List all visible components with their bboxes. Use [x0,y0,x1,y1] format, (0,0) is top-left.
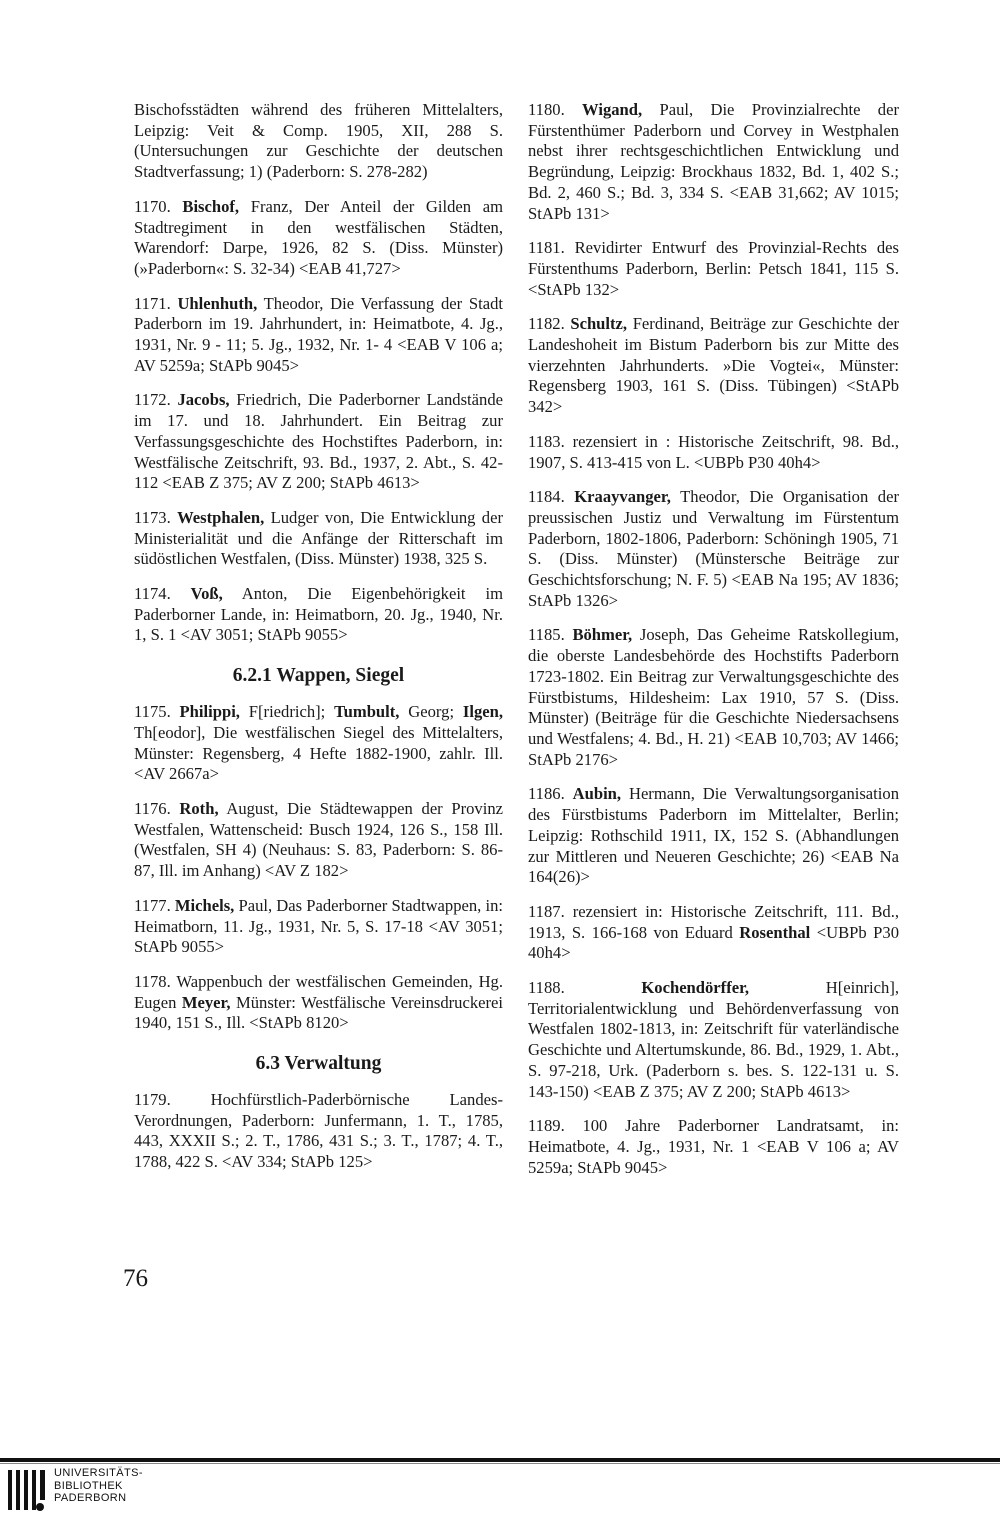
left-column [134,100,503,1187]
page-number: 76 [123,1265,148,1292]
bibliography-entry: 1184. Kraayvanger, Theodor, Die Organisation der preussischen Justiz und Verwaltung im Fürstentum Paderborn, 1802-1806, Paderborn: Schöningh 1905, 71 S. (Diss. Münster) (Münstersche Beiträge zur Geschichtsforschung; N. F. 5) <EAB Na 195; AV 1836; StAPb 1326> [528,487,899,610]
bibliography-entry: 1180. Wigand, Paul, Die Provinzialrechte der Fürstenthümer Paderborn und Corvey in Westphalen nebst ihrer rechtsgeschichtlichen Entwicklung und Begründung, Leipzig: Brockhaus 1832, Bd. 1, 402 S.; Bd. 2, 460 S.; Bd. 3, 334 S. <EAB 31,662; AV 1015; StAPb 131> [528,100,899,223]
section-heading: 6.2.1 Wappen, Siegel [232,665,405,687]
bibliography-entry: 1189. 100 Jahre Paderborner Landratsamt, in: Heimatbote, 4. Jg., 1931, Nr. 1 <EAB V 106 a; AV 5259a; StAPb 9045> [528,1116,899,1177]
bibliography-entry: 1185. Böhmer, Joseph, Das Geheime Ratskollegium, die oberste Landesbehörde des Hochstifts Paderborn 1723-1802. Ein Beitrag zur Verwaltungsgeschichte des Fürstbistums, Hildesheim: Lax 1910, 57 S. (Diss. Münster) (Beiträge für die Geschichte Niedersachsens und Westfalens; 4. Bd., H. 21) <EAB 10,703; AV 1466; StAPb 2176> [528,625,899,769]
bibliography-entry: 1173. Westphalen, Ludger von, Die Entwicklung der Ministerialität und die Anfänge der Ritterschaft im südöstlichen Westfalen, (Diss. Münster) 1938, 325 S. [134,507,503,569]
bibliography-entry: 1175. Philippi, F[riedrich]; Tumbult, Georg; Ilgen, Th[eodor], Die westfälischen Siegel des Mittelalters, Münster: Regensberg, 4 Hefte 1882-1900, zahlr. Ill. <AV 2667a> [134,702,503,784]
bibliography-entry: 1172. Jacobs, Friedrich, Die Paderborner Landstände im 17. und 18. Jahrhundert. Ein Beitrag zur Verfassungsgeschichte des Hochstiftes Paderborn, in: Westfälische Zeitschrift, 93. Bd., 1937, 2. Abt., S. 42-112 <EAB Z 375; AV Z 200; StAPb 4613> [134,390,503,493]
bibliography-entry: Bischofsstädten während des früheren Mittelalters, Leipzig: Veit & Comp. 1905, XII, 288 S. (Untersuchungen zur Geschichte der deutschen Stadtverfassung; 1) (Paderborn: S. 278-282) [134,100,503,182]
library-logo-text [54,1467,143,1505]
logo-line-2: BIBLIOTHEK [54,1479,123,1492]
right-column [528,100,899,1192]
bibliography-entry: 1183. rezensiert in : Historische Zeitschrift, 98. Bd., 1907, S. 413-415 von L. <UBPb P30 40h4> [528,431,899,472]
bibliography-entry: 1179. Hochfürstlich-Paderbörnische Landes-Verordnungen, Paderborn: Junfermann, 1. T., 1785, 443, XXXII S.; 2. T., 1786, 431 S.; 3. T., 1787; 4. T., 1788, 422 S. <AV 334; StAPb 125> [134,1090,503,1172]
bibliography-entry: 1187. rezensiert in: Historische Zeitschrift, 111. Bd., 1913, S. 166-168 von Eduard Rosenthal <UBPb P30 40h4> [528,901,899,963]
library-logo [0,1466,150,1513]
bibliography-entry: 1186. Aubin, Hermann, Die Verwaltungsorganisation des Fürstbistums Paderborn im Mittelalter, Berlin; Leipzig: Rothschild 1911, IX, 152 S. (Abhandlungen zur Mittleren und Neueren Geschichte; 26) <EAB Na 164(26)> [528,784,899,887]
library-logo-dot-icon [36,1503,44,1511]
bibliography-entry: 1174. Voß, Anton, Die Eigenbehörigkeit im Paderborner Lande, in: Heimatborn, 20. Jg., 1940, Nr. 1, S. 1 <AV 3051; StAPb 9055> [134,584,503,645]
bibliography-entry: 1170. Bischof, Franz, Der Anteil der Gilden am Stadtregiment in den westfälischen Städten, Warendorf: Darpe, 1926, 82 S. (Diss. Münster) (»Paderborn«: S. 32-34) <EAB 41,727> [134,196,503,278]
footer-rule-thin [0,1463,1000,1464]
bibliography-entry: 1171. Uhlenhuth, Theodor, Die Verfassung der Stadt Paderborn im 19. Jahrhundert, in: Heimatbote, 4. Jg., 1931, Nr. 9 - 11; 5. Jg., 1932, Nr. 1- 4 <EAB V 106 a; AV 5259a; StAPb 9045> [134,293,503,375]
bibliography-entry: 1181. Revidirter Entwurf des Provinzial-Rechts des Fürstenthums Paderborn, Berlin: Petsch 1841, 115 S. <StAPb 132> [528,238,899,299]
logo-line-3: PADERBORN [54,1492,127,1504]
bibliography-entry: 1182. Schultz, Ferdinand, Beiträge zur Geschichte der Landeshoheit im Bistum Paderborn bis zur Mitte des vierzehnten Jahrhunderts. »Die Vogtei«, Münster: Regensberg 1903, 161 S. (Diss. Tübingen) <StAPb 342> [528,314,899,417]
section-heading: 6.3 Verwaltung [255,1053,382,1075]
footer-rule [0,1458,1000,1462]
bibliography-entry: 1178. Wappenbuch der westfälischen Gemeinden, Hg. Eugen Meyer, Münster: Westfälische Vereinsdruckerei 1940, 151 S., Ill. <StAPb 8120> [134,971,503,1033]
bibliography-entry: 1188. Kochendörffer, H[einrich], Territorialentwicklung und Behördenverfassung von Westfalen 1802-1813, in: Zeitschrift für vaterländische Geschichte und Altertumskunde, 86. Bd., 1929, 1. Abt., S. 97-218, Urk. (Paderborn s. bes. S. 122-131 u. S. 143-150) <EAB Z 375; AV Z 200; StAPb 4613> [528,978,900,1101]
bibliography-entry: 1177. Michels, Paul, Das Paderborner Stadtwappen, in: Heimatborn, 11. Jg., 1931, Nr. 5, S. 17-18 <AV 3051; StAPb 9055> [134,895,503,957]
bibliography-entry: 1176. Roth, August, Die Städtewappen der Provinz Westfalen, Wattenscheid: Busch 1924, 126 S., 158 Ill. (Westfalen, SH 4) (Neuhaus: S. 83, Paderborn: S. 86-87, Ill. im Anhang) <AV Z 182> [134,798,504,881]
logo-line-1: UNIVERSITÄTS- [54,1467,143,1479]
